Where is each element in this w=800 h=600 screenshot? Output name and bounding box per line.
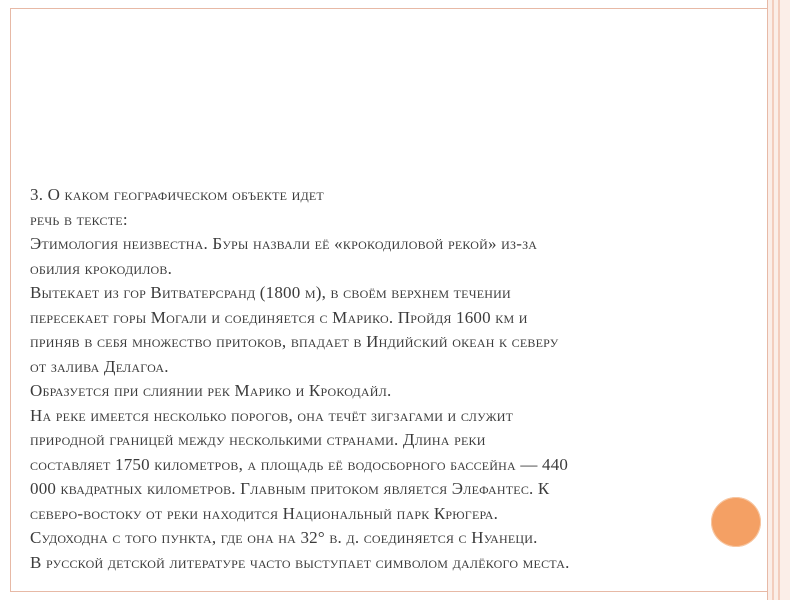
text-line: от залива Делагоа.	[30, 356, 169, 376]
text-line: составляет 1750 километров, а площадь её водосборного бассейна — 440	[30, 454, 569, 474]
text-line: Вытекает из гор Витватерсранд (1800 м), в своём верхнем течении	[30, 283, 511, 302]
text-line: речь в тексте:	[30, 209, 128, 229]
decorative-side-band	[767, 0, 790, 600]
text-line: Этимология неизвестна. Буры назвали её «крокодиловой рекой» из-за	[30, 234, 538, 253]
slide-text-body	[30, 183, 670, 575]
text-line: природной границей между несколькими странами. Длина реки	[30, 430, 486, 449]
text-line: На реке имеется несколько порогов, она течёт зигзагами и служит	[30, 405, 514, 425]
text-line: приняв в себя множество притоков, впадает в Индийский океан к северу	[30, 332, 559, 351]
text-line: В русской детской литературе часто выступает символом далёкого места.	[30, 552, 570, 572]
text-line: обилия крокодилов.	[30, 258, 173, 278]
text-line: северо-востоку от реки находится Национальный парк Крюгера.	[30, 503, 499, 523]
text-line: 3. О каком географическом объекте идет	[30, 185, 324, 204]
text-line: Образуется при слиянии рек Марико и Крокодайл.	[30, 381, 392, 400]
text-line: 000 квадратных километров. Главным притоком является Элефантес. К	[30, 479, 550, 498]
decorative-stripe	[772, 0, 774, 600]
text-line: пересекает горы Могали и соединяется с Марико. Пройдя 1600 км и	[30, 307, 528, 327]
decorative-circle	[711, 497, 761, 547]
decorative-stripe	[778, 0, 780, 600]
text-line: Судоходна с того пункта, где она на 32° в. д. соединяется с Нуанеци.	[30, 528, 538, 547]
